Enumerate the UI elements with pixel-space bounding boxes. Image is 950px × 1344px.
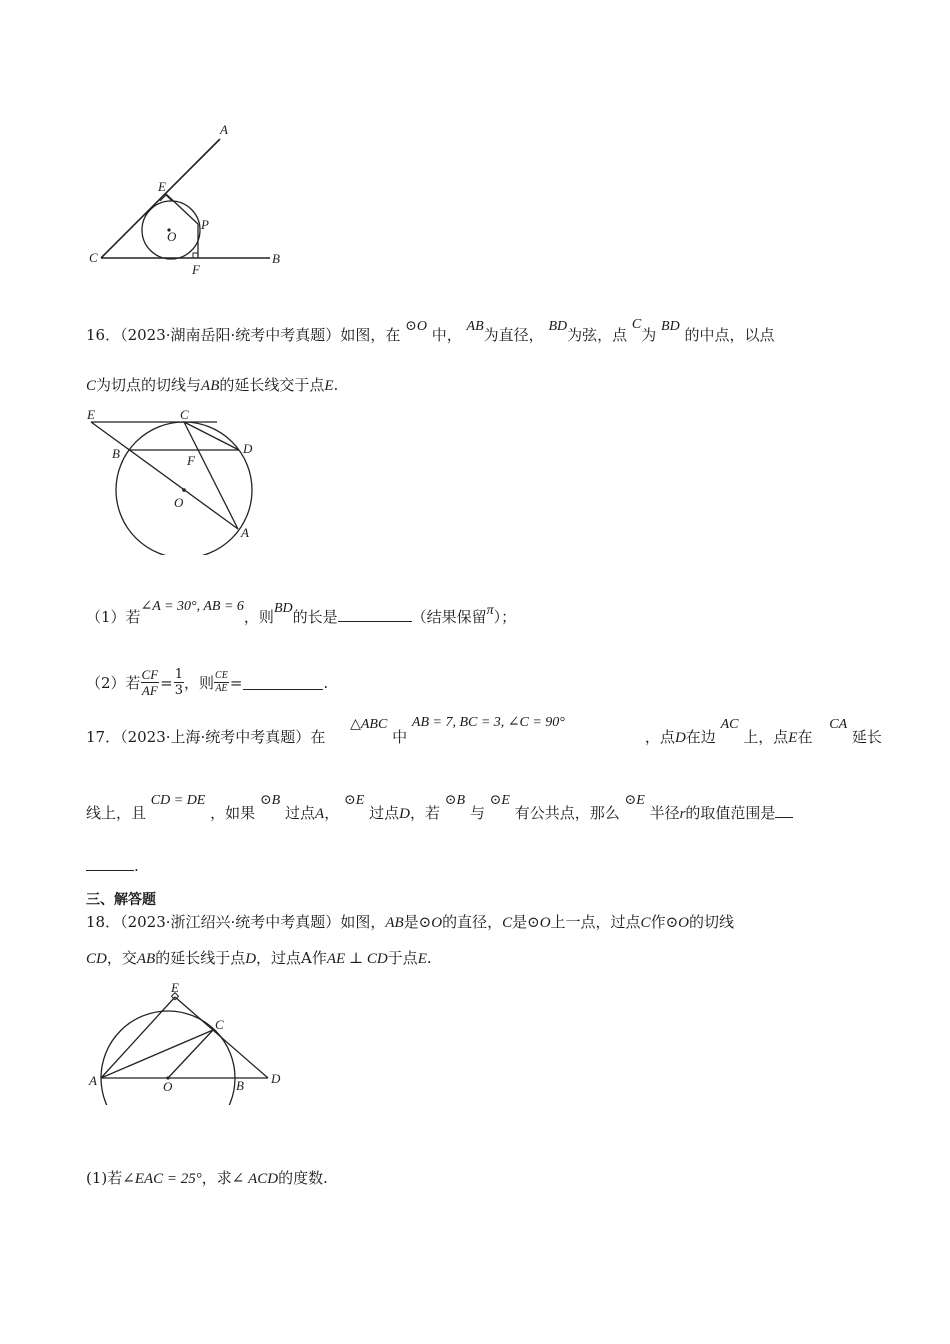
- label-F: F: [192, 262, 200, 277]
- label-A: A: [89, 1073, 97, 1088]
- q16-part2: （2）若 $\frac{CF}{AF}$ = $\frac{1}{3}$ ，则 $\frac{CE}{AE}$ = .: [86, 667, 329, 698]
- text: 的延长线交于点: [219, 376, 325, 394]
- text: 为: [641, 326, 657, 344]
- section-title: 三、解答题: [86, 892, 156, 908]
- q17-line1: 17．（2023·上海·统考中考真题）在 △ABC 中 AB = 7, BC = 3, ∠C = 90°，点D在边 AC 上，点E在 CA 延长: [86, 715, 882, 746]
- condition: ∠EAC = 25°: [122, 1171, 202, 1187]
- arc-bd: BD: [273, 601, 293, 616]
- condition: ∠A = 30°, AB = 6: [140, 599, 244, 614]
- label-B: B: [112, 446, 120, 461]
- math-ab: AB: [201, 378, 220, 394]
- label-E: E: [87, 407, 95, 422]
- label-P: P: [201, 217, 209, 232]
- question-number: 16．: [86, 326, 121, 344]
- q18-line2: CD，交AB的延长线于点D，过点A作AE ⊥ CD于点E.: [86, 949, 432, 967]
- figure-q18: [80, 975, 300, 1105]
- question-source: （2023·上海·统考中考真题）: [120, 728, 311, 746]
- target-angle: ∠ ACD: [231, 1171, 279, 1187]
- fraction-ce-ae: $\frac{CE}{AE}$: [215, 670, 228, 694]
- condition: AB = 7, BC = 3, ∠C = 90°: [411, 715, 565, 730]
- q16-line1: [86, 317, 775, 347]
- label-C: C: [180, 407, 189, 422]
- figure-q15: [80, 110, 300, 280]
- math-c: C: [631, 317, 642, 332]
- text: 的中点，以点: [684, 326, 775, 344]
- answer-blank[interactable]: [775, 803, 793, 818]
- answer-blank[interactable]: [243, 675, 323, 690]
- arc-bd: BD: [661, 319, 680, 334]
- answer-blank[interactable]: [338, 607, 412, 622]
- question-source: （2023·浙江绍兴·统考中考真题）: [120, 913, 341, 931]
- q17-line3: .: [86, 856, 139, 876]
- question-source: （2023·湖南岳阳·统考中考真题）: [120, 326, 341, 344]
- text: 中，: [431, 326, 462, 344]
- label-E: E: [158, 179, 166, 194]
- label-B: B: [272, 251, 280, 266]
- label-F: F: [187, 453, 195, 468]
- q18-line1: 18．（2023·浙江绍兴·统考中考真题）如图，AB是⊙O的直径，C是⊙O上一点，过点C作⊙O的切线: [86, 913, 734, 931]
- q17-line2: 线上，且 CD = DE ，如果 ⊙B 过点A， ⊙E 过点D，若 ⊙B 与 ⊙E 有公共点，那么 ⊙E 半径r的取值范围是: [86, 803, 793, 825]
- text: （2）若: [86, 673, 141, 692]
- text: 如图，在: [340, 326, 401, 344]
- label-O: O: [174, 495, 184, 510]
- label-D: D: [243, 441, 253, 456]
- math-c: C: [86, 378, 97, 394]
- math-e: E: [324, 378, 334, 394]
- label-C: C: [215, 1017, 224, 1032]
- label-C: C: [89, 250, 98, 265]
- question-number: 18．: [86, 913, 121, 931]
- pi: π: [486, 603, 494, 618]
- text: ）；: [493, 608, 517, 626]
- label-D: D: [271, 1071, 281, 1086]
- text: 为切点的切线与: [96, 376, 202, 394]
- condition: CD = DE: [150, 793, 206, 808]
- answer-blank-cont[interactable]: [86, 856, 134, 871]
- text: （结果保留: [411, 608, 487, 626]
- question-number: 17．: [86, 728, 121, 746]
- text: .: [333, 376, 339, 394]
- text: 为弦，点: [567, 326, 628, 344]
- label-B: B: [236, 1078, 244, 1093]
- label-O: O: [167, 229, 177, 244]
- text: 的长是: [292, 608, 338, 626]
- triangle-abc: △ABC: [350, 717, 388, 732]
- text: （1）若: [86, 608, 141, 626]
- text: 为直径，: [483, 326, 544, 344]
- math-bd: BD: [548, 319, 568, 334]
- q18-part1: (1)若∠EAC = 25°，求∠ ACD的度数.: [86, 1169, 328, 1187]
- label-O: O: [163, 1079, 173, 1094]
- q16-line2: [86, 375, 338, 396]
- label-A: A: [241, 525, 249, 540]
- math-ab: AB: [466, 319, 484, 334]
- text: ，则: [243, 608, 274, 626]
- q16-part1: [86, 599, 517, 629]
- figure-q16: [80, 395, 280, 555]
- circle-o: ⊙O: [405, 319, 427, 334]
- fraction-1-3: $\frac{1}{3}$: [174, 667, 184, 698]
- label-A: A: [220, 122, 228, 137]
- label-E: E: [171, 980, 179, 995]
- fraction-cf-af: $\frac{CF}{AF}$: [141, 667, 159, 698]
- text: ，则: [184, 673, 215, 692]
